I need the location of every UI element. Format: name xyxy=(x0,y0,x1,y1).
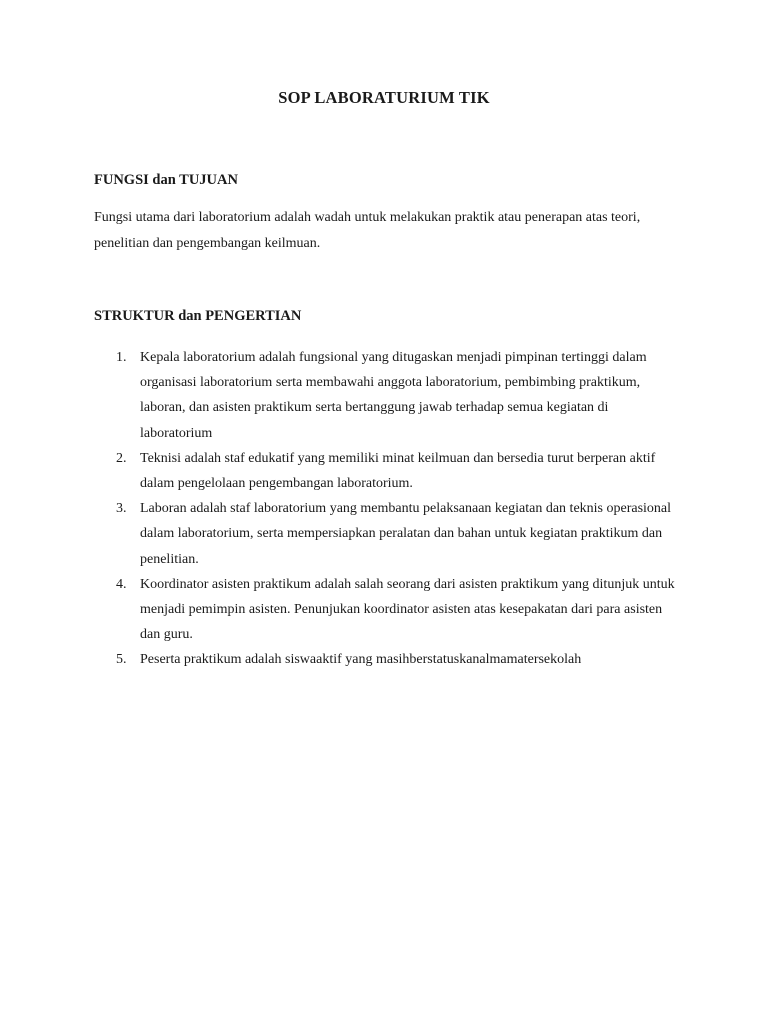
list-item-number: 2. xyxy=(116,450,127,466)
list-item-text: Teknisi adalah staf edukatif yang memiliki minat keilmuan dan bersedia turut berperan aktif dalam pengelolaan pengembangan laboratorium. xyxy=(140,450,656,492)
section-heading-fungsi: FUNGSI dan TUJUAN xyxy=(94,172,238,188)
section-heading-struktur: STRUKTUR dan PENGERTIAN xyxy=(94,308,302,324)
document-title: SOP LABORATURIUM TIK xyxy=(278,88,490,107)
list-item xyxy=(94,446,684,496)
section-paragraph-fungsi: Fungsi utama dari laboratorium adalah wadah untuk melakukan praktik atau penerapan atas teori, penelitian dan pengembangan keilmuan. xyxy=(94,210,641,251)
list-item-number: 3. xyxy=(116,501,127,517)
list-item-text: Peserta praktikum adalah siswaaktif yang masihberstatuskanalmamatersekolah xyxy=(140,652,582,668)
list-item-number: 5. xyxy=(116,652,127,668)
list-item-text: Kepala laboratorium adalah fungsional yang ditugaskan menjadi pimpinan tertinggi dalam organisasi laboratorium serta membawahi anggota laboratorium, pembimbing praktikum, laboran, dan asisten praktikum serta bertanggung jawab terhadap semua kegiatan di laboratorium xyxy=(140,350,647,441)
list-item xyxy=(94,345,684,446)
list-item-number: 1. xyxy=(116,350,127,365)
list-item xyxy=(94,572,684,648)
list-item xyxy=(94,496,684,572)
list-item xyxy=(94,647,684,672)
list-item-text: Koordinator asisten praktikum adalah salah seorang dari asisten praktikum yang ditunjuk untuk menjadi pemimpin asisten. Penunjukan koordinator asisten atas kesepakatan dari para asisten dan guru. xyxy=(140,576,675,643)
list-item-text: Laboran adalah staf laboratorium yang membantu pelaksanaan kegiatan dan teknis operasional dalam laboratorium, serta mempersiapkan peralatan dan bahan untuk kegiatan praktikum dan penelitian. xyxy=(140,501,672,567)
list-item-number: 4. xyxy=(116,576,127,592)
definition-list xyxy=(94,345,684,673)
